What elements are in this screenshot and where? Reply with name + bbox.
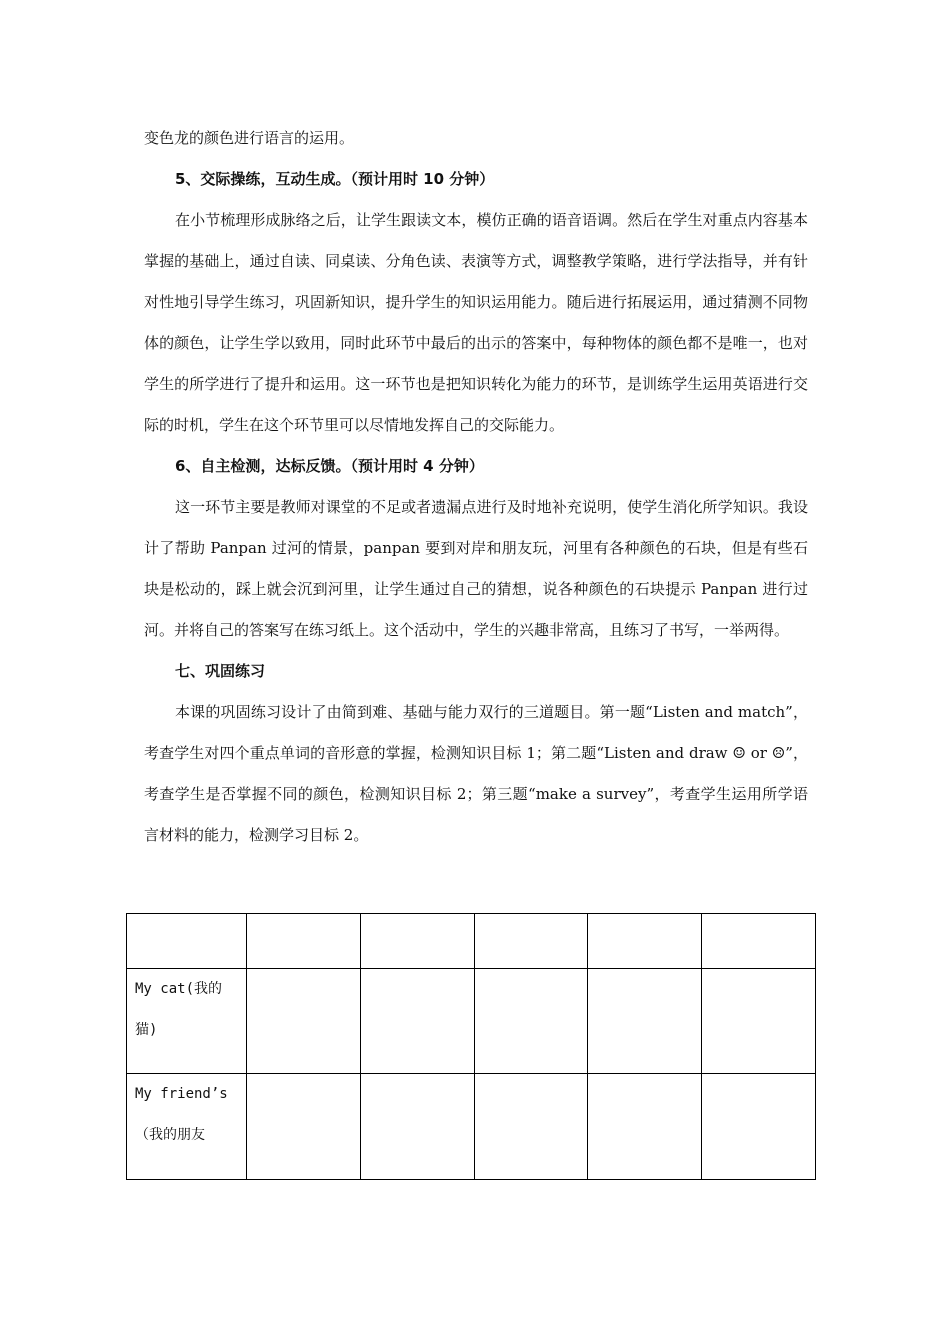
table-cell (588, 969, 702, 1074)
table-row (127, 1074, 816, 1180)
section-heading-5: 5、交际操练，互动生成。（预计用时 10 分钟） (175, 170, 495, 188)
table-header-cell (474, 914, 588, 969)
table-cell (702, 1074, 816, 1180)
row-label-my-friends: My friend’s（我的朋友 (127, 1074, 247, 1180)
table-cell (360, 1074, 474, 1180)
table-header-cell (127, 914, 247, 969)
table-cell (588, 1074, 702, 1180)
table-header-cell (360, 914, 474, 969)
survey-table (126, 913, 816, 1180)
paragraph-intro: 变色龙的颜色进行语言的运用。 (144, 129, 355, 147)
table-header-cell (588, 914, 702, 969)
paragraph-section-5: 在小节梳理形成脉络之后，让学生跟读文本，模仿正确的语音语调。然后在学生对重点内容基本掌握的基础上，通过自读、同桌读、分角色读、表演等方式，调整教学策略，进行学法指导，并有针对性地引导学生练习，巩固新知识，提升学生的知识运用能力。随后进行拓展运用，通过猜测不同物体的颜色，让学生学以致用，同时此环节中最后的出示的答案中，每种物体的颜色都不是唯一，也对学生的所学进行了提升和运用。这一环节也是把知识转化为能力的环节，是训练学生运用英语进行交际的时机，学生在这个环节里可以尽情地发挥自己的交际能力。 (144, 211, 808, 434)
table-cell (247, 969, 361, 1074)
table-cell (702, 969, 816, 1074)
table-cell (247, 1074, 361, 1180)
row-label-my-cat: My cat(我的猫) (127, 969, 247, 1074)
table-header-cell (247, 914, 361, 969)
table-header-row (127, 914, 816, 969)
paragraph-section-6: 这一环节主要是教师对课堂的不足或者遗漏点进行及时地补充说明，使学生消化所学知识。我设计了帮助 Panpan 过河的情景，panpan 要到对岸和朋友玩，河里有各种颜色的石块，但是有些石块是松动的，踩上就会沉到河里，让学生通过自己的猜想，说各种颜色的石块提示 Panpan 进行过河。并将自己的答案写在练习纸上。这个活动中，学生的兴趣非常高，且练习了书写，一举两得。 (144, 498, 808, 639)
table-cell (360, 969, 474, 1074)
table-header-cell (702, 914, 816, 969)
table-cell (474, 1074, 588, 1180)
section-heading-6: 6、自主检测，达标反馈。（预计用时 4 分钟） (175, 457, 484, 475)
table-row (127, 969, 816, 1074)
section-heading-7: 七、巩固练习 (175, 662, 266, 680)
paragraph-section-7: 本课的巩固练习设计了由简到难、基础与能力双行的三道题目。第一题“Listen and match”，考查学生对四个重点单词的音形意的掌握，检测知识目标 1；第二题“Listen and draw ☺ or ☹”，考查学生是否掌握不同的颜色，检测知识目标 2；第三题“make a survey”，考查学生运用所学语言材料的能力，检测学习目标 2。 (144, 703, 808, 844)
table-cell (474, 969, 588, 1074)
document-body (144, 118, 808, 856)
